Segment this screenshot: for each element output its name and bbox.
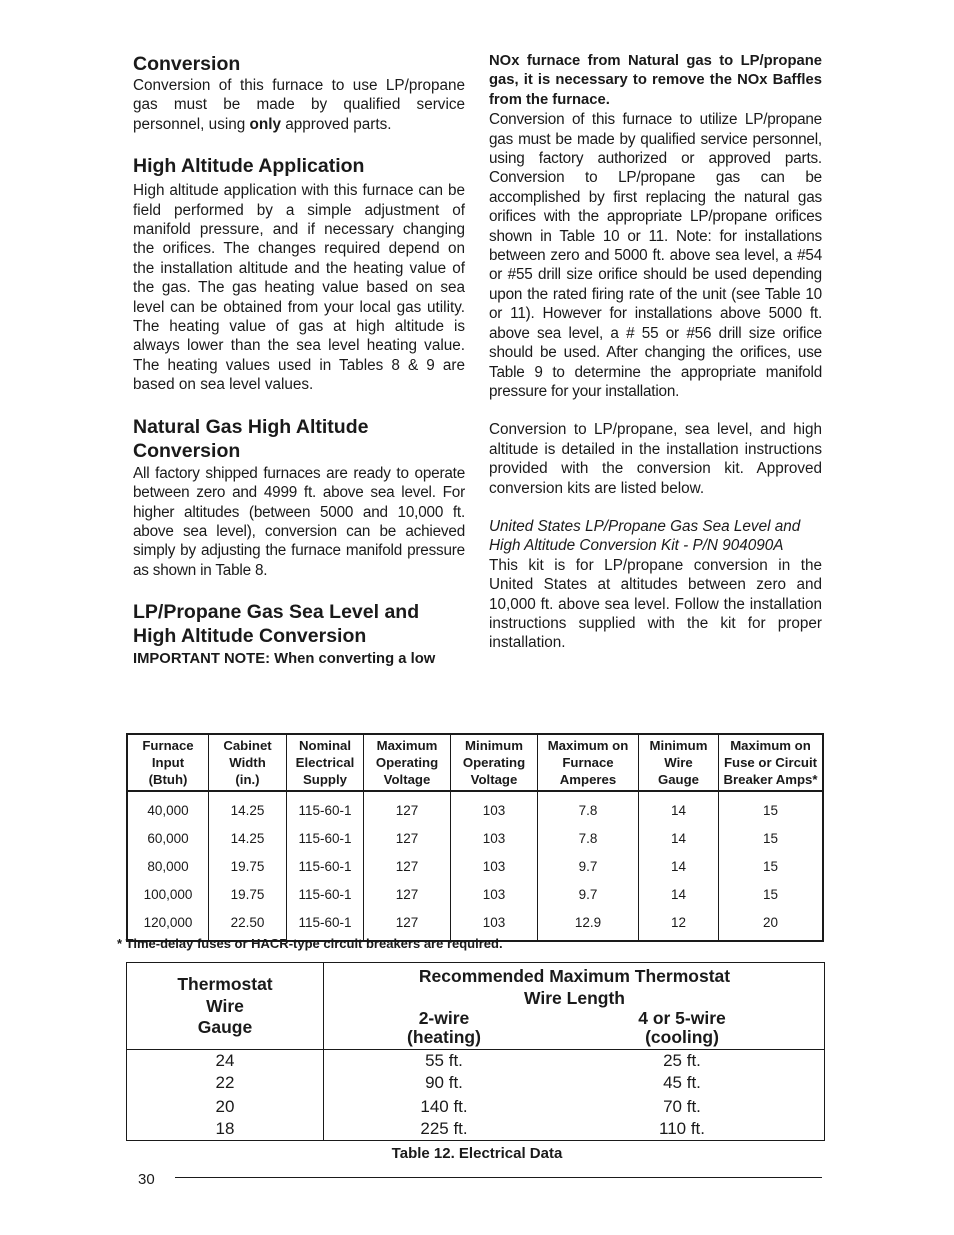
header-divider [127,1049,824,1050]
table-cell: 115-60-1 [287,880,364,908]
section-lp-propane [133,600,465,669]
table-cell: 12 [639,908,719,941]
header-line: Furnace [562,755,614,770]
table-cell: 14 [639,791,719,824]
table-row [127,880,823,908]
header-line: Gauge [657,772,700,787]
header-line: Cabinet [223,738,272,753]
table-cell: 115-60-1 [287,824,364,852]
table-row [127,852,823,880]
table-footnote: * Time-delay fuses or HACR-type circuit breakers are required. [117,936,503,951]
header-max-fuse [719,734,824,791]
left-column [133,52,465,690]
recommended-length-header: Recommended Maximum Thermostat Wire Length [418,966,731,1008]
table-cell: 15 [762,802,779,818]
table-cell: 60,000 [127,824,209,852]
table-cell: 127 [364,908,451,941]
table-cell: 103 [451,880,538,908]
header-line: Voltage [470,772,518,787]
header-line: Minimum [649,738,708,753]
table-header-row [127,734,823,791]
header-line: (Btuh) [148,772,188,787]
high-altitude-paragraph: High altitude application with this furnace can be field performed by a simple adjustment of manifold pressure, and if necessary changing the orifices. The changes required depend on the installation altitude and the heating value of the gas. The gas heating value based on sea level can be obtained from your local gas utility. The heating value of gas at high altitude is always lower than the sea level heating value. The heating values used in Tables 8 & 9 are based on sea level values. [133,182,465,394]
heating-length: 140 ft. [420,1097,468,1116]
table-cell: 15 [762,886,779,902]
gauge-value: 22 [215,1073,235,1092]
table-cell: 127 [364,880,451,908]
section-conversion [133,52,465,134]
table-row [127,791,823,824]
header-line: Minimum [465,738,523,753]
cooling-length: 110 ft. [659,1119,705,1138]
table-caption: Table 12. Electrical Data [391,1145,563,1162]
table-cell: 15 [762,830,779,846]
table-cell: 12.9 [538,908,639,941]
gauge-value: 18 [215,1119,235,1138]
important-note-start: IMPORTANT NOTE: When converting a low [133,651,436,668]
conversion-kit-paragraph: Conversion to LP/propane, sea level, and high altitude is detailed in the installation instructions provided with the conversion kit. Approved conversion kits are listed below. [489,421,822,497]
table-cell: 14.25 [209,824,287,852]
header-line: Wire [664,755,693,770]
table-cell: 22.50 [209,908,287,941]
kit-description: This kit is for LP/propane conversion in the United States at altitudes between zero and 10,000 ft. above sea level. Follow the installation instructions supplied with the kit for proper installation. [489,556,822,652]
header-max-amperes [538,734,639,791]
table-cell: 19.75 [209,852,287,880]
heating-length: 55 ft. [425,1051,463,1070]
conversion-paragraph: Conversion of this furnace to use LP/propane gas must be made by qualified service personnel, using only approved parts. [133,77,465,133]
table-cell: 115-60-1 [287,791,364,824]
two-wire-header: 2-wire (heating) [407,1008,481,1047]
heating-length: 90 ft. [425,1073,463,1092]
table-cell: 9.7 [538,880,639,908]
header-line: Amperes [559,772,617,787]
kit-title: United States LP/Propane Gas Sea Level and High Altitude Conversion Kit - P/N 904090A [489,517,801,555]
header-max-voltage [364,734,451,791]
thermostat-wire-table [126,962,825,1141]
header-furnace-input [127,734,209,791]
cooling-length: 45 ft. [663,1073,701,1092]
header-line: Maximum on [547,738,629,753]
header-line: Voltage [383,772,431,787]
heading-natural-gas: Natural Gas High Altitude Conversion [133,415,369,462]
gauge-value: 24 [215,1051,235,1070]
header-nominal-supply [287,734,364,791]
footer-rule [175,1177,822,1178]
heading-lp-propane: LP/Propane Gas Sea Level and High Altitude Conversion [133,601,420,648]
table-cell: 127 [364,852,451,880]
table-cell: 20 [762,914,779,930]
table-cell: 103 [451,791,538,824]
table-cell: 7.8 [538,824,639,852]
table-cell: 40,000 [127,791,209,824]
cooling-length: 70 ft. [663,1097,701,1116]
table-cell: 120,000 [127,908,209,941]
header-min-voltage [451,734,538,791]
header-line: Input [151,755,185,770]
page-number: 30 [138,1171,155,1188]
table-cell: 7.8 [538,791,639,824]
header-cabinet-width [209,734,287,791]
header-line: Supply [303,772,347,787]
table-cell: 115-60-1 [287,908,364,941]
header-line: Maximum [376,738,438,753]
header-line: Electrical [295,755,355,770]
section-high-altitude [133,154,465,394]
table-cell: 103 [451,908,538,941]
table-cell: 103 [451,852,538,880]
section-natural-gas [133,415,465,580]
header-line: Operating [462,755,526,770]
four-five-wire-header: 4 or 5-wire (cooling) [638,1008,726,1047]
electrical-data-table [126,733,824,942]
natural-gas-paragraph: All factory shipped furnaces are ready to operate between zero and 4999 ft. above sea level. For higher altitudes (between 5000 and 10,000 ft. above sea level), conversion can be achieved simply by adjusting the furnace manifold pressure as shown in Table 8. [133,464,465,579]
header-line: Furnace [142,738,194,753]
header-line: Fuse or Circuit [723,755,818,770]
table-cell: 19.75 [209,880,287,908]
table-row [127,824,823,852]
heading-high-altitude: High Altitude Application [133,155,365,178]
table-cell: 14 [639,852,719,880]
heating-length: 225 ft. [420,1119,468,1138]
important-note-continued: NOx furnace from Natural gas to LP/propane gas, it is necessary to remove the NOx Baffles from the furnace. [489,53,822,108]
gauge-value: 20 [215,1097,235,1116]
column-divider [323,963,324,1140]
header-line: Operating [375,755,439,770]
header-line: Nominal [298,738,352,753]
lp-conversion-paragraph: Conversion of this furnace to utilize LP/propane gas must be made by qualified service personnel, using factory authorized or approved parts. Conversion to LP/propane gas can be accomplished by first replacing the natural gas orifices with the appropriate LP/propane orifices shown in Table 10 or 11. Note: for installations between zero and 5000 ft. above sea level, a #54 or #55 drill size orifice should be used depending upon the rated firing rate of the unit (see Table 10 or 11). However for installations above 5000 ft. above sea level, a # 55 or #56 drill size orifice should be used. After changing the orifices, use Table 9 to determine the appropriate manifold pressure for your installation. [489,111,822,400]
table-cell: 9.7 [538,852,639,880]
right-column [489,52,822,653]
table-cell: 14.25 [209,791,287,824]
table-cell: 103 [451,824,538,852]
header-line: Breaker Amps* [723,772,818,787]
header-min-wire-gauge [639,734,719,791]
table-cell: 127 [364,791,451,824]
table-cell: 115-60-1 [287,852,364,880]
table-cell: 127 [364,824,451,852]
heading-conversion: Conversion [133,53,241,75]
thermostat-gauge-header: Thermostat Wire Gauge [177,974,273,1037]
table-cell: 15 [762,858,779,874]
header-line: (in.) [235,772,260,787]
table-cell: 14 [639,824,719,852]
table-cell: 100,000 [127,880,209,908]
header-line: Width [229,755,266,770]
table-cell: 80,000 [127,852,209,880]
header-line: Maximum on [730,738,811,753]
table-cell: 14 [639,880,719,908]
cooling-length: 25 ft. [663,1051,701,1070]
